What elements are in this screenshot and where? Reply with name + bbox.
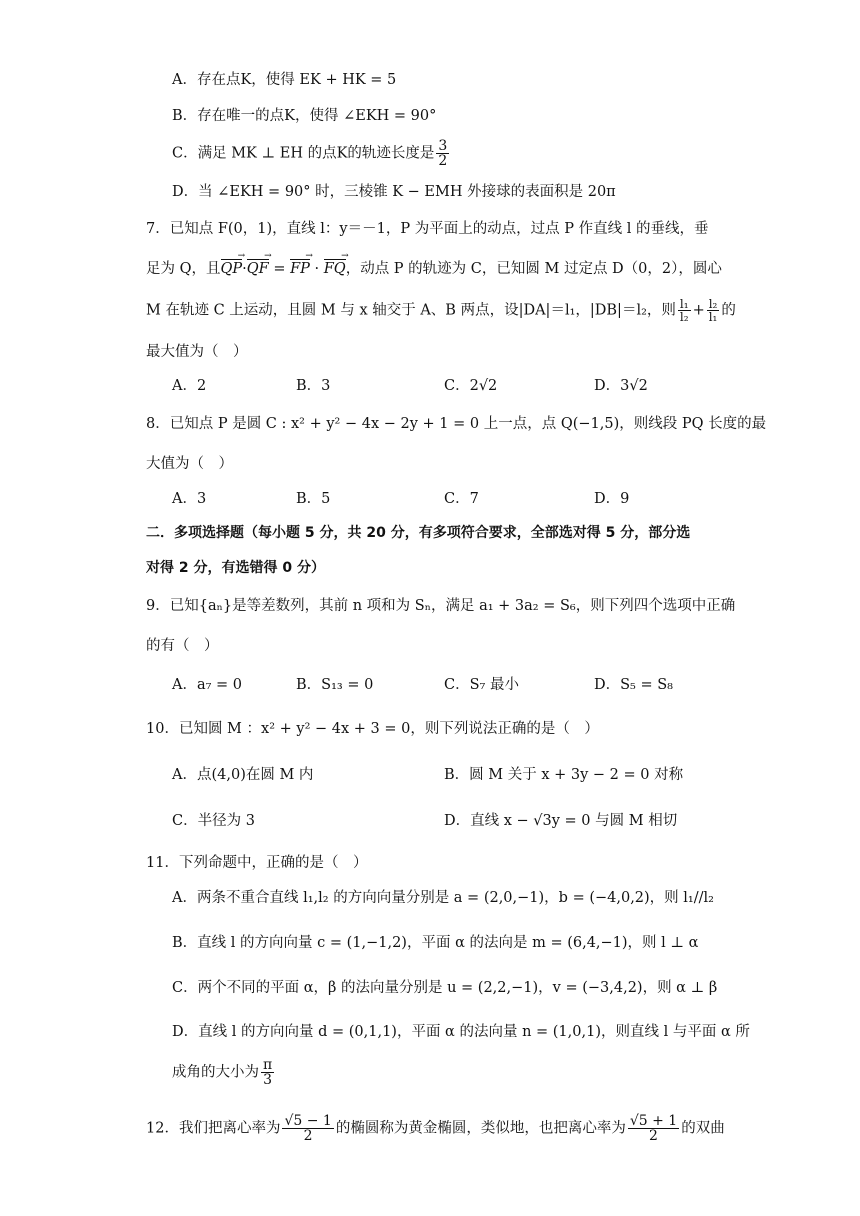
q7-line-2a: 足为 Q，且 xyxy=(146,261,221,277)
q10-option-b: B．圆 M 关于 x + 3y − 2 = 0 对称 xyxy=(444,767,684,783)
fraction-numerator: √5 − 1 xyxy=(284,1113,332,1129)
q11-option-a: A．两条不重合直线 l₁,l₂ 的方向向量分别是 a = (2,0,−1)，b = (−4,0,2)，则 l₁//l₂ xyxy=(172,890,714,906)
fraction-denominator: l₂ xyxy=(679,310,689,324)
fraction-numerator: l₂ xyxy=(708,297,718,311)
q9-option-a: A．a₇ = 0 xyxy=(172,677,243,693)
q8-option-a: A．3 xyxy=(172,491,207,507)
vector-fq: FQ → xyxy=(324,261,346,278)
q11-option-d-line-2 xyxy=(172,1058,276,1087)
q7-line-1: 7．已知点 F(0，1)，直线 l：y＝－1，P 为平面上的动点，过点 P 作直线 l 的垂线，垂 xyxy=(146,221,709,237)
q7-line-4: 最大值为（ ） xyxy=(146,344,248,360)
q10-option-a: A．点(4,0)在圆 M 内 xyxy=(172,767,314,783)
q9-option-c: C．S₇ 最小 xyxy=(444,677,519,693)
q7-option-b: B．3 xyxy=(296,378,331,394)
q7-line-3b: 的 xyxy=(721,302,736,319)
q10-option-c: C．半径为 3 xyxy=(172,813,255,829)
equals-sign: = xyxy=(268,261,291,277)
fraction-numerator: 3 xyxy=(438,138,448,154)
q11-option-c: C．两个不同的平面 α，β 的法向量分别是 u = (2,2,−1)，v = (−3,4,2)，则 α ⊥ β xyxy=(172,980,718,996)
q6-option-c-text: C．满足 MK ⊥ EH 的点K的轨迹长度是 xyxy=(172,145,435,162)
plus-sign: + xyxy=(692,302,705,319)
section-2-header-line-2: 对得 2 分，有选错得 0 分） xyxy=(146,560,325,576)
q12-fraction-1 xyxy=(282,1114,333,1143)
q7-line-2 xyxy=(146,261,722,278)
q7-line-3 xyxy=(146,298,736,323)
q9-line-1: 9．已知{aₙ}是等差数列，其前 n 项和为 Sₙ，满足 a₁ + 3a₂ = S₆，则下列四个选项中正确 xyxy=(146,598,736,614)
dot-operator: · xyxy=(242,261,247,277)
fraction-numerator: π xyxy=(263,1057,273,1073)
fraction-denominator: 2 xyxy=(303,1128,313,1144)
q12-fraction-2 xyxy=(628,1114,679,1143)
q7-line-3a: M 在轨迹 C 上运动，且圆 M 与 x 轴交于 A、B 两点，设|DA|＝l₁，|DB|＝l₂，则 xyxy=(146,302,676,319)
q9-line-2: 的有（ ） xyxy=(146,638,219,654)
q6-option-a: A．存在点K，使得 EK + HK = 5 xyxy=(172,72,397,88)
fraction-denominator: 2 xyxy=(438,153,448,169)
q7-option-d: D．3√2 xyxy=(594,378,648,394)
q11-option-b: B．直线 l 的方向向量 c = (1,−1,2)，平面 α 的法向是 m = (6,4,−1)，则 l ⊥ α xyxy=(172,935,699,951)
q8-line-1: 8．已知点 P 是圆 C : x² + y² − 4x − 2y + 1 = 0 上一点，点 Q(−1,5)，则线段 PQ 长度的最 xyxy=(146,416,767,432)
q7-fraction-2 xyxy=(707,298,720,323)
q7-fraction-1 xyxy=(678,298,691,323)
q6-option-c-fraction xyxy=(436,139,449,168)
fraction-numerator: √5 + 1 xyxy=(629,1113,678,1129)
vector-qp: QP → xyxy=(221,261,243,278)
q6-option-d: D．当 ∠EKH = 90° 时，三棱锥 K − EMH 外接球的表面积是 20π xyxy=(172,184,616,200)
fraction-denominator: 3 xyxy=(263,1072,273,1088)
q10-line-1: 10．已知圆 M ：x² + y² − 4x + 3 = 0，则下列说法正确的是（ ） xyxy=(146,721,599,737)
q11-line-1: 11．下列命题中，正确的是（ ） xyxy=(146,855,368,871)
q8-line-2: 大值为（ ） xyxy=(146,456,233,472)
q11-option-d-text: 成角的大小为 xyxy=(172,1064,259,1081)
q12-text-mid: 的椭圆称为黄金椭圆，类似地，也把离心率为 xyxy=(335,1120,626,1137)
q10-option-d: D．直线 x − √3y = 0 与圆 M 相切 xyxy=(444,813,678,829)
dot-operator: · xyxy=(309,261,324,277)
q6-option-c xyxy=(172,139,451,168)
fraction-denominator: 2 xyxy=(649,1128,658,1144)
q6-option-b: B．存在唯一的点K，使得 ∠EKH = 90° xyxy=(172,108,437,124)
vector-qf: QF → xyxy=(247,261,269,278)
q8-option-c: C．7 xyxy=(444,491,479,507)
q7-option-c: C．2√2 xyxy=(444,378,498,394)
q11-option-d-fraction xyxy=(261,1058,274,1087)
q12-line-1 xyxy=(146,1114,725,1143)
q9-option-d: D．S₅ = S₈ xyxy=(594,677,673,693)
q11-option-d-line-1: D．直线 l 的方向向量 d = (0,1,1)，平面 α 的法向量 n = (1,0,1)，则直线 l 与平面 α 所 xyxy=(172,1024,750,1040)
q9-option-b: B．S₁₃ = 0 xyxy=(296,677,374,693)
q8-option-b: B．5 xyxy=(296,491,331,507)
q7-option-a: A．2 xyxy=(172,378,207,394)
q12-text-pre: 12．我们把离心率为 xyxy=(146,1120,281,1137)
section-2-header-line-1: 二．多项选择题（每小题 5 分，共 20 分，有多项符合要求，全部选对得 5 分，部分选 xyxy=(146,525,691,541)
vector-fp: FP → xyxy=(290,261,310,278)
q12-text-post: 的双曲 xyxy=(681,1120,725,1137)
fraction-numerator: l₁ xyxy=(679,297,689,311)
q7-line-2b: ，动点 P 的轨迹为 C，已知圆 M 过定点 D（0，2），圆心 xyxy=(345,261,722,277)
q8-option-d: D．9 xyxy=(594,491,630,507)
fraction-denominator: l₁ xyxy=(708,310,718,324)
